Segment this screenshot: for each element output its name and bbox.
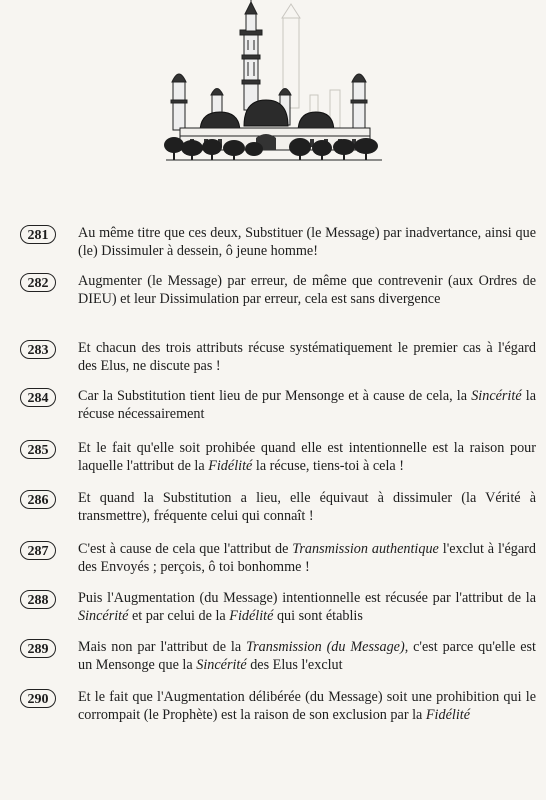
verse-number-badge: 283: [20, 340, 56, 359]
verse-text: Car la Substitution tient lieu de pur Mensonge et à cause de cela, la Sincérité la récuse nécessairement: [78, 388, 537, 422]
verse-288: [20, 590, 536, 625]
verse-number-badge: 289: [20, 639, 56, 658]
verse-text: Au même titre que ces deux, Substituer (le Message) par inadvertance, ainsi que (le) Dissimuler à dessein, ô jeune homme!: [78, 225, 536, 259]
verse-text: Et le fait que l'Augmentation délibérée (du Message) soit une prohibition qui le corrompait (le Prophète) est la raison de son exclusion par la Fidélité: [78, 689, 536, 723]
verse-text: Et chacun des trois attributs récuse systématiquement le premier cas à l'égard des Elus, ne discute pas !: [78, 340, 536, 374]
verse-text: C'est à cause de cela que l'attribut de Transmission authentique l'exclut à l'égard des Envoyés ; perçois, ô toi bonhomme !: [78, 541, 536, 575]
mosque-illustration-icon: [160, 0, 390, 168]
verse-282: [20, 273, 536, 308]
verse-281: [20, 225, 536, 260]
verse-285: [20, 440, 536, 475]
verse-287: [20, 541, 536, 576]
verse-text: Augmenter (le Message) par erreur, de même que contrevenir (aux Ordres de DIEU) et leur Dissimulation par erreur, cela est sans divergence: [78, 273, 536, 307]
verse-text: Mais non par l'attribut de la Transmission (du Message), c'est parce qu'elle est un Mensonge que la Sincérité des Elus l'exclut: [78, 639, 536, 673]
verse-number-badge: 282: [20, 273, 56, 292]
verse-289: [20, 639, 536, 674]
verse-number-badge: 284: [20, 388, 56, 407]
verse-290: [20, 689, 536, 724]
verse-text: Et quand la Substitution a lieu, elle équivaut à dissimuler (la Vérité à transmettre), fréquente celui qui connaît !: [78, 490, 536, 524]
verse-number-badge: 281: [20, 225, 56, 244]
verse-283: [20, 340, 536, 375]
verse-number-badge: 290: [20, 689, 56, 708]
verse-number-badge: 286: [20, 490, 56, 509]
verse-text: Puis l'Augmentation (du Message) intentionnelle est récusée par l'attribut de la Sincérité et par celui de la Fidélité qui sont établis: [78, 590, 536, 624]
verse-286: [20, 490, 536, 525]
verse-number-badge: 285: [20, 440, 56, 459]
verse-284: [20, 388, 536, 423]
verse-number-badge: 288: [20, 590, 56, 609]
verse-number-badge: 287: [20, 541, 56, 560]
verse-text: Et le fait qu'elle soit prohibée quand elle est intentionnelle est la raison pour laquelle l'attribut de la Fidélité la récuse, tiens-toi à cela !: [78, 440, 536, 474]
